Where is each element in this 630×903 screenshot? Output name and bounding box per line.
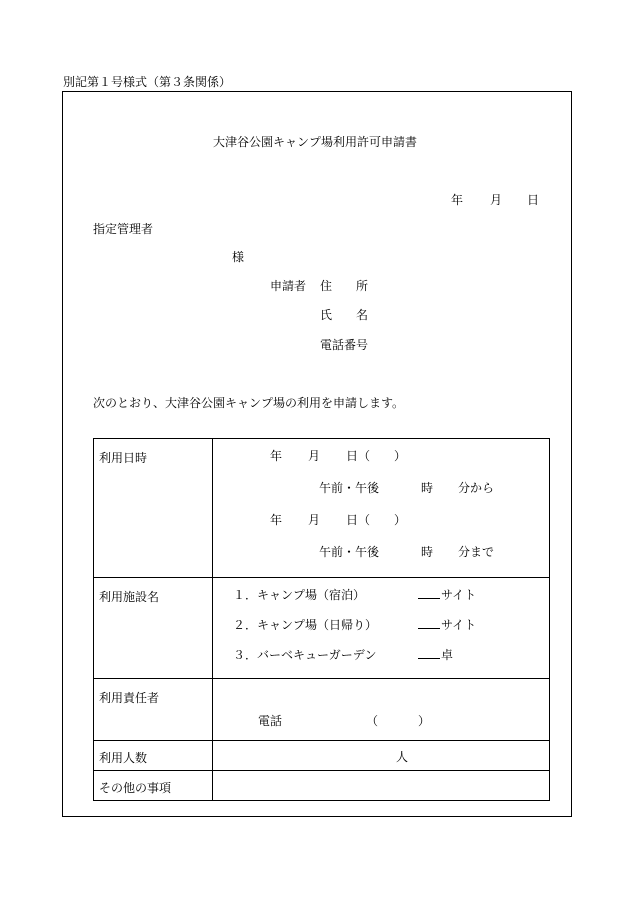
form-title: 大津谷公園キャンプ場利用許可申請書 <box>213 135 418 149</box>
facility-item-2: ２．キャンプ場（日帰り） <box>233 618 378 632</box>
datetime-label: 利用日時 <box>94 439 213 578</box>
datetime-ampm-2: 午前・午後 <box>319 545 380 559</box>
other-cell[interactable] <box>213 771 550 801</box>
count-cell[interactable] <box>213 741 550 771</box>
datetime-hour-2: 時 <box>421 545 434 559</box>
responsible-phone-label: 電話 <box>258 714 283 728</box>
facility-qty-1[interactable] <box>418 586 476 603</box>
facility-item-3: ３．バーベキューガーデン <box>233 648 377 662</box>
facility-unit-1: サイト <box>441 588 477 602</box>
table-row-other <box>94 771 550 801</box>
facility-qty-3[interactable] <box>418 646 453 663</box>
table-row-facility <box>94 578 550 679</box>
datetime-day-1: 日（ ） <box>346 449 407 463</box>
facility-unit-2: サイト <box>441 618 477 632</box>
facility-unit-3: 卓 <box>441 648 454 662</box>
facility-label: 利用施設名 <box>94 578 213 679</box>
datetime-month-1: 月 <box>308 449 321 463</box>
paren-close: ） <box>418 714 431 728</box>
responsible-label: 利用責任者 <box>94 679 213 741</box>
datetime-month-2: 月 <box>308 513 321 527</box>
datetime-ampm-1: 午前・午後 <box>319 481 380 495</box>
blank-line <box>418 648 440 659</box>
phone-label: 電話番号 <box>320 338 369 352</box>
count-unit: 人 <box>396 750 409 764</box>
date-month-label: 月 <box>490 193 503 207</box>
statement: 次のとおり、大津谷公園キャンプ場の利用を申請します。 <box>93 396 405 410</box>
application-table <box>93 438 550 801</box>
datetime-year-2: 年 <box>270 513 283 527</box>
name-label: 氏 名 <box>320 308 369 322</box>
honorific: 様 <box>232 250 245 264</box>
table-row-datetime <box>94 439 550 578</box>
table-row-responsible <box>94 679 550 741</box>
date-day-label: 日 <box>527 193 540 207</box>
paren-open: （ <box>366 714 379 728</box>
datetime-day-2: 日（ ） <box>346 513 407 527</box>
addressee: 指定管理者 <box>93 222 154 236</box>
applicant-label: 申請者 <box>270 279 307 293</box>
datetime-until: 分まで <box>458 545 495 559</box>
table-row-count <box>94 741 550 771</box>
datetime-cell[interactable] <box>213 439 550 578</box>
count-label: 利用人数 <box>94 741 213 771</box>
address-label: 住 所 <box>320 279 369 293</box>
blank-line <box>418 588 440 599</box>
responsible-cell[interactable] <box>213 679 550 741</box>
datetime-hour-1: 時 <box>421 481 434 495</box>
other-label: その他の事項 <box>94 771 213 801</box>
datetime-from: 分から <box>458 481 495 495</box>
datetime-year-1: 年 <box>270 449 283 463</box>
facility-item-1: １．キャンプ場（宿泊） <box>233 588 366 602</box>
blank-line <box>418 618 440 629</box>
form-number: 別記第１号様式（第３条関係） <box>63 75 232 89</box>
facility-cell[interactable] <box>213 578 550 679</box>
facility-qty-2[interactable] <box>418 616 476 633</box>
date-year-label: 年 <box>451 193 464 207</box>
